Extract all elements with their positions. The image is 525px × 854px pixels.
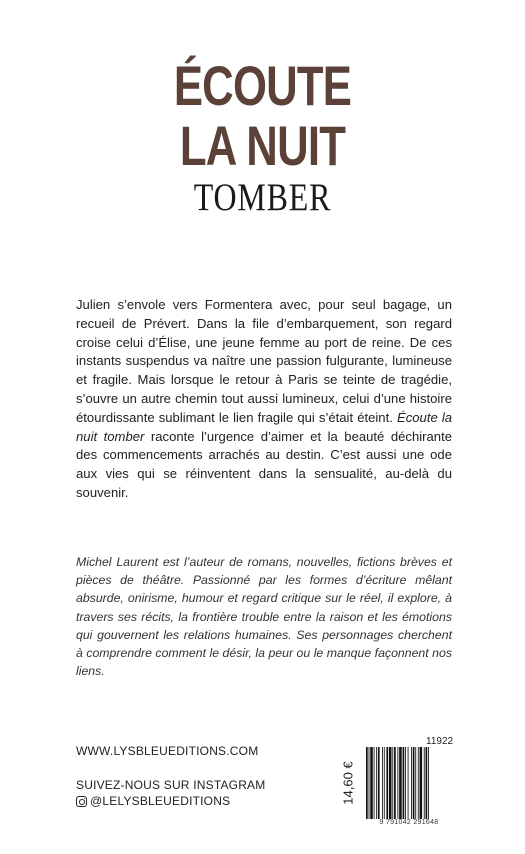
- barcode-bar: [418, 747, 419, 819]
- barcode-bar: [413, 747, 415, 819]
- barcode-bar: [369, 747, 370, 819]
- price-block: [338, 748, 358, 818]
- instagram-icon: [76, 796, 87, 807]
- barcode-bar: [415, 747, 416, 819]
- barcode-bar: [386, 747, 388, 819]
- barcode-digits: 9 791042 291648: [379, 819, 439, 826]
- barcode-bar: [394, 747, 396, 819]
- title-line-2: LA NUIT: [179, 114, 346, 177]
- book-title: [0, 54, 525, 219]
- barcode-bar: [384, 747, 385, 819]
- barcode-bar: [392, 747, 393, 819]
- title-line-3: TOMBER: [193, 176, 332, 219]
- synopsis-book-title: Écoute la nuit tomber: [76, 409, 453, 444]
- barcode-bar: [378, 747, 380, 819]
- barcode-bar: [389, 747, 392, 819]
- barcode-bar: [411, 747, 412, 819]
- barcode-bar: [405, 747, 406, 819]
- barcode-bar: [426, 747, 428, 819]
- barcode-bar: [420, 747, 423, 819]
- author-bio: Michel Laurent est l’auteur de romans, nouvelles, fictions brèves et pièces de théâtre. Passionné par les formes d’écriture mêlant absurde, onirisme, humour et regard critique sur le réel, il explore, à travers ses récits, la frontière trouble entre la raison et les émotions qui gouvernent les relations humaines. Ses personnages cherchent à comprendre comment le désir, la peur ou le manque façonnent nos liens.: [76, 555, 452, 679]
- barcode-bar: [408, 747, 409, 819]
- synopsis-text-end: raconte l’urgence d’aimer et la beauté déchirante des commencements arrachés au destin. C’est aussi une ode aux vies qui se réinventent dans la sensualité, au-delà du souvenir.: [76, 428, 452, 500]
- barcode-bar: [370, 747, 373, 819]
- barcode-bar: [382, 747, 383, 819]
- publisher-info: [76, 744, 265, 808]
- instagram-label: SUIVEZ-NOUS SUR INSTAGRAM: [76, 778, 266, 792]
- price: 14,60 €: [340, 761, 356, 805]
- instagram-handle-text: @LELYSBLEUEDITIONS: [90, 794, 231, 808]
- reference-code: 11922: [426, 736, 454, 747]
- instagram-handle[interactable]: [76, 794, 265, 808]
- website-link[interactable]: WWW.LYSBLEUEDITIONS.COM: [76, 744, 259, 758]
- title-line-1: ÉCOUTE: [173, 54, 352, 117]
- synopsis: [76, 296, 452, 503]
- synopsis-text-start: Julien s’envole vers Formentera avec, pour seul bagage, un recueil de Prévert. Dans la file d’embarquement, son regard croise celui d’Élise, une jeune femme au port de reine. De ces instants suspendus va naître une passion fulgurante, lumineuse et fragile. Mais lorsque le retour à Paris se teinte de tragédie, s’ouvre un autre chemin tout aussi lumineux, celui d’une histoire étourdissante sublimant le lien fragile qui s’était éteint.: [76, 297, 452, 425]
- barcode-bar: [374, 747, 375, 819]
- barcode-bar: [403, 747, 405, 819]
- barcode-bar: [366, 747, 368, 819]
- barcode-bar: [376, 747, 377, 819]
- barcode-bar: [424, 747, 425, 819]
- barcode-bar: [397, 747, 398, 819]
- barcode: [366, 747, 452, 819]
- barcode-bar: [428, 747, 429, 819]
- barcode-bar: [399, 747, 402, 819]
